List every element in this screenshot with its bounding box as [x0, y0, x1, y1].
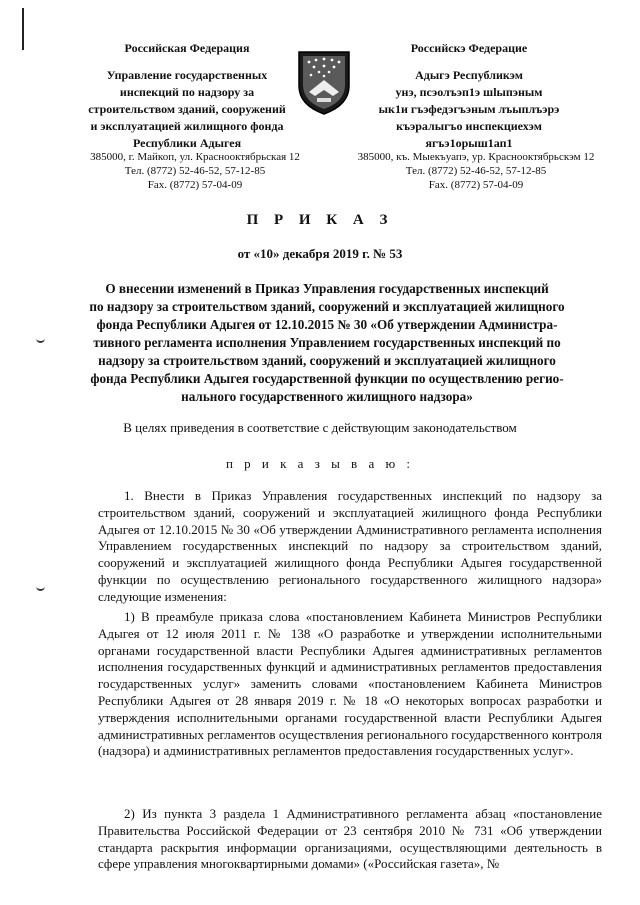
subject-line: нального государственного жилищного надзора» — [181, 389, 473, 404]
header-left — [62, 40, 312, 152]
agency-line: къэралыгъо инспекциехэм — [396, 119, 542, 133]
phone: Тел. (8772) 52-46-52, 57-12-85 — [405, 165, 547, 177]
address: 385000, г. Майкоп, ул. Краснооктябрьская 12 — [90, 151, 300, 163]
order-date: от «10» декабря 2019 г. № 53 — [237, 246, 403, 261]
subject-line: фонда Республики Адыгея от 12.10.2015 № 30 «Об утверждении Администра- — [96, 317, 558, 332]
fax: Fax. (8772) 57-04-09 — [428, 179, 524, 191]
phone: Тел. (8772) 52-46-52, 57-12-85 — [124, 165, 266, 177]
intro-text: В целях приведения в соответствие с действующим законодательством — [123, 420, 517, 435]
scan-artifact-line — [22, 8, 24, 50]
prikazyvayu-text: п р и к а з ы в а ю : — [225, 456, 415, 471]
header-left-agency — [62, 67, 312, 152]
order-subject — [84, 280, 570, 406]
agency-line: Республики Адыгея — [132, 136, 242, 150]
agency-line: строительством зданий, сооружений — [88, 102, 286, 116]
header-right-country: Российскэ Федерацие — [410, 41, 528, 55]
agency-line: ягъэ1орыш1ап1 — [425, 136, 513, 150]
header-right-agency — [338, 67, 600, 152]
agency-line: и эксплуатацией жилищного фонда — [90, 119, 284, 133]
scan-artifact-mark — [36, 338, 45, 343]
subject-line: надзору за строительством зданий, сооружений и эксплуатацией жилищного — [98, 353, 556, 368]
address: 385000, къ. Мыекъуапэ, ур. Краснооктябрьскэм 12 — [357, 151, 595, 163]
agency-line: Управление государственных — [106, 68, 268, 82]
agency-line: инспекций по надзору за — [119, 85, 255, 99]
header-right — [338, 40, 600, 152]
order-title: П Р И К А З — [246, 212, 394, 228]
agency-line: ык1и гъэфедэгъэным лъыплъэрэ — [378, 102, 560, 116]
paragraph-1: 1. Внести в Приказ Управления государственных инспекций по надзору за строительством зданий, сооружений и эксплуатацией жилищного фонда Республики Адыгея от 12.10.2015 № 30 «Об утверждении Административного регламента исполнения Управлением государственных инспекций по надзору за строительством зданий, сооружений и эксплуатацией жилищного фонда Республики Адыгея государственной функции по осуществлению регионального государственного жилищного надзора» следующие изменения: — [98, 488, 602, 604]
scan-artifact-mark — [36, 586, 45, 591]
paragraph-1-1: 1) В преамбуле приказа слова «постановлением Кабинета Министров Республики Адыгея от 12 июля 2011 г. № 138 «О разработке и утверждении исполнительными органами государственной власти Республики Адыгея административных регламентов исполнения государственных функций и административных регламентов предоставления государственных услуг» заменить словами «постановлением Кабинета Министров Республики Адыгея от 28 января 2019 г. № 18 «О некоторых вопросах разработки и утверждения исполнительными органами государственной власти Республики Адыгея административных регламентов осуществления регионального государственного контроля (надзора) и административных регламентов предоставления государственных услуг». — [98, 609, 602, 759]
agency-line: унэ, псэолъэп1э шlыпэным — [395, 85, 543, 99]
paragraph-1-2: 2) Из пункта 3 раздела 1 Административного регламента абзац «постановление Правительства Российской Федерации от 23 сентября 2010 № 731 «Об утверждении стандарта раскрытия информации организациями, осуществляющими деятельность в сфере управления многоквартирными домами» («Российская газета», № — [98, 806, 602, 872]
header-left-contacts — [70, 150, 320, 192]
subject-line: тивного регламента исполнения Управлением государственных инспекций по — [93, 335, 561, 350]
fax: Fax. (8772) 57-04-09 — [147, 179, 243, 191]
subject-line: фонда Республики Адыгея государственной функции по осуществлению регио- — [90, 371, 564, 386]
header-right-contacts — [346, 150, 606, 192]
agency-line: Адыгэ Республикэм — [415, 68, 523, 82]
subject-line: по надзору за строительством зданий, сооружений и эксплуатацией жилищного — [89, 299, 565, 314]
header-left-country: Российская Федерация — [124, 41, 250, 55]
subject-line: О внесении изменений в Приказ Управления государственных инспекций — [105, 281, 549, 296]
